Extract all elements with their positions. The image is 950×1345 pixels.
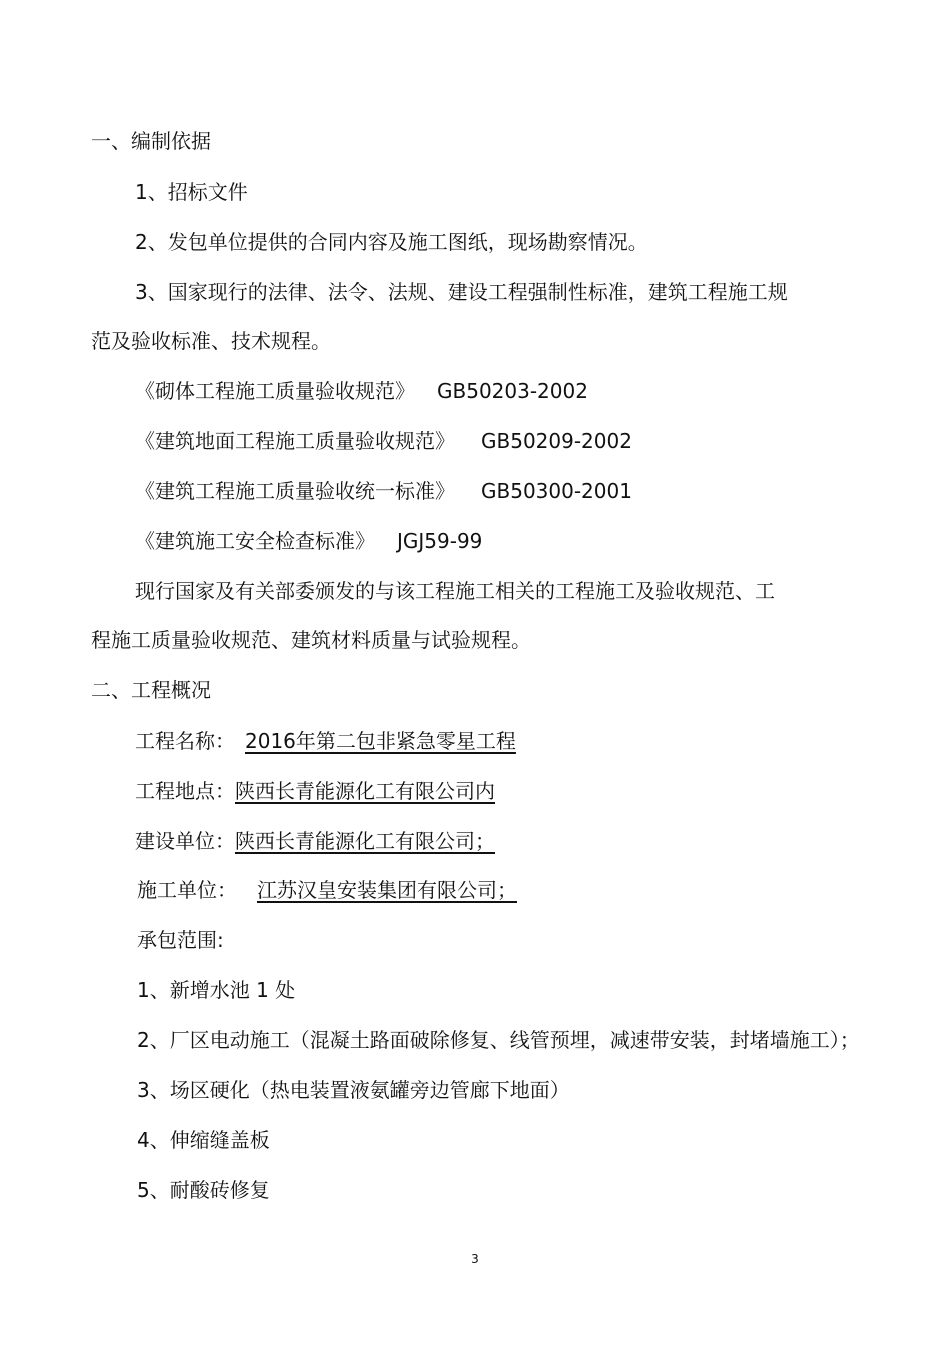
scope-item-1: 1、新增水池 1 处	[137, 978, 296, 1002]
section1-heading: 一、编制依据	[91, 129, 211, 153]
standard-row	[135, 529, 482, 553]
page-number: 3	[471, 1252, 479, 1266]
basis-item-2: 2、发包单位提供的合同内容及施工图纸，现场勘察情况。	[135, 230, 648, 254]
scope-item-2: 2、厂区电动施工（混凝土路面破除修复、线管预埋，减速带安装，封堵墙施工）；	[137, 1028, 860, 1052]
basis-item-3-cont: 范及验收标准、技术规程。	[91, 329, 331, 353]
contractor-field	[137, 878, 545, 902]
regulations-note: 现行国家及有关部委颁发的与该工程施工相关的工程施工及验收规范、工	[135, 579, 775, 603]
field-label: 工程名称：	[135, 729, 235, 753]
standard-code: GB50209-2002	[481, 429, 632, 453]
field-value: 2016年第二包非紧急零星工程	[245, 729, 516, 753]
standard-code: JGJ59-99	[397, 529, 483, 553]
regulations-note-cont: 程施工质量验收规范、建筑材料质量与试验规程。	[91, 628, 531, 652]
standard-name: 《建筑地面工程施工质量验收规范》	[135, 429, 455, 453]
standard-code: GB50300-2001	[481, 479, 632, 503]
field-label: 工程地点：	[135, 779, 235, 803]
standard-row	[135, 479, 632, 503]
standard-row	[135, 379, 588, 403]
project-location-field	[135, 779, 523, 803]
field-value: 陕西长青能源化工有限公司；	[235, 829, 495, 853]
project-name-field	[135, 729, 544, 753]
basis-item-1: 1、招标文件	[135, 180, 248, 204]
standard-code: GB50203-2002	[437, 379, 588, 403]
scope-label: 承包范围:	[137, 928, 224, 952]
basis-item-3: 3、国家现行的法律、法令、法规、建设工程强制性标准，建筑工程施工规	[135, 280, 788, 304]
scope-item-3: 3、场区硬化（热电装置液氨罐旁边管廊下地面）	[137, 1078, 570, 1102]
field-value: 陕西长青能源化工有限公司内	[235, 779, 495, 803]
section2-heading: 二、工程概况	[91, 678, 211, 702]
field-value: 江苏汉皇安装集团有限公司；	[257, 878, 517, 902]
standard-name: 《建筑工程施工质量验收统一标准》	[135, 479, 455, 503]
standard-row	[135, 429, 632, 453]
field-label: 建设单位：	[135, 829, 235, 853]
scope-item-5: 5、耐酸砖修复	[137, 1178, 270, 1202]
field-label: 施工单位：	[137, 878, 237, 902]
scope-item-4: 4、伸缩缝盖板	[137, 1128, 270, 1152]
client-field	[135, 829, 511, 853]
standard-name: 《建筑施工安全检查标准》	[135, 529, 375, 553]
standard-name: 《砌体工程施工质量验收规范》	[135, 379, 415, 403]
